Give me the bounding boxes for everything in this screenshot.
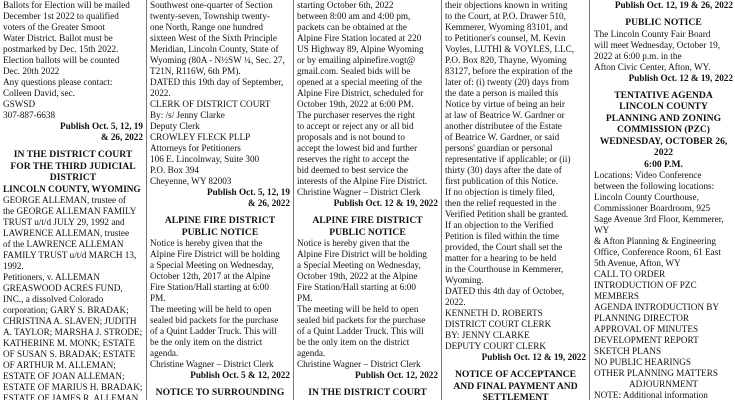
notice-text-line: ADJOURNMENT bbox=[629, 379, 698, 389]
notice-heading: PLANNING AND ZONING bbox=[605, 112, 722, 124]
publish-dates: Publish Oct. 12, 19 & 26, 2022 bbox=[614, 0, 733, 10]
column-3 bbox=[297, 0, 438, 400]
notice-heading: AND FINAL PAYMENT AND bbox=[453, 380, 578, 392]
notice-text-line: PLANNING DIRECTOR bbox=[594, 313, 690, 323]
column-divider bbox=[589, 0, 590, 400]
notice-text-line: DATED this 19th day of September, bbox=[150, 77, 284, 87]
notice-text-line: first publication of this Notice. bbox=[445, 176, 559, 186]
notice-text-line: gmail.com. Sealed bids will be bbox=[297, 66, 411, 76]
notice-text-line: CLERK OF DISTRICT COURT bbox=[150, 99, 271, 109]
column-4 bbox=[445, 0, 586, 400]
notice-text-line: Alpine Fire Station located at 220 bbox=[297, 33, 422, 43]
notice-heading: 6:00 P.M. bbox=[644, 158, 683, 170]
notice-text-line: then the relief requested in the bbox=[445, 198, 557, 208]
notice-text-line: representative if applicable; or (ii) bbox=[445, 154, 571, 164]
notice-text-line: of the LAWRENCE ALLEMAN bbox=[3, 238, 124, 249]
notice-text-line: T21N, R116W, 6th PM). bbox=[150, 66, 241, 76]
notice-text-line: 83127, before the expiration of the bbox=[445, 66, 573, 76]
notice-text-line: twenty-seven, Township twenty- bbox=[150, 11, 270, 21]
notice-text-line: Any questions please contact: bbox=[3, 77, 113, 87]
notice-text-line: US Highway 89, Alpine Wyoming bbox=[297, 44, 424, 54]
notice-text-line: accept the lowest bid and further bbox=[297, 143, 418, 153]
notice-text-line: DISTRICT COURT CLERK bbox=[445, 319, 552, 329]
notice-text-line: Petition is filed within the time bbox=[445, 231, 560, 241]
notice-text-line: GSWSD bbox=[3, 99, 36, 109]
notice-text-line: & Afton Planning & Engineering bbox=[594, 236, 716, 246]
notice-text-line: Petitioners, v. ALLEMAN bbox=[3, 271, 100, 282]
notice-heading: 2022 bbox=[653, 147, 674, 158]
notice-text-line: DEVELOPMENT REPORT bbox=[594, 335, 699, 345]
notice-heading: ALPINE FIRE DISTRICT bbox=[312, 215, 423, 226]
notice-heading: TENTATIVE AGENDA bbox=[614, 89, 713, 101]
notice-text-line: Commissioner Boardroom, 925 bbox=[594, 203, 711, 213]
notice-text-line: agenda. bbox=[297, 348, 326, 358]
notice-text-line: SKETCH PLANS bbox=[594, 346, 662, 356]
column-1 bbox=[3, 0, 143, 400]
notice-text-line: NOTE: Additional information bbox=[594, 390, 708, 400]
notice-text-line: Notice is hereby given that the bbox=[297, 238, 410, 248]
notice-text-line: sealed bid packets for the purchase bbox=[297, 315, 426, 325]
notice-text-line: the date a person is mailed this bbox=[445, 88, 559, 98]
notice-text-line: a Special Meeting on Wednesday, bbox=[150, 260, 274, 270]
notice-text-line: opened at a special meeting of the bbox=[297, 77, 423, 87]
notice-text-line: Fire Station/Hall starting at 6:00 bbox=[297, 282, 416, 292]
column-divider bbox=[441, 0, 442, 400]
notice-text-line: Fire Station/Hall starting at 6:00 bbox=[150, 282, 269, 292]
notice-text-line: OF ARTHUR M. ALLEMAN; bbox=[3, 359, 116, 370]
notice-text-line: to accept or reject any or all bid bbox=[297, 121, 414, 131]
notice-heading: FOR THE THIRD JUDICIAL bbox=[10, 160, 136, 172]
notice-text-line: Alpine Fire District, scheduled for bbox=[297, 88, 424, 98]
publish-dates: Publish Oct. 12 & 19, 2022 bbox=[481, 352, 586, 362]
notice-text-line: in the Courthouse in Kemmerer, bbox=[445, 264, 564, 274]
notice-text-line: CROWLEY FLECK PLLP bbox=[150, 132, 251, 142]
notice-text-line: PM. bbox=[297, 293, 313, 303]
notice-text-line: GEORGE ALLEMAN, trustee of bbox=[3, 194, 126, 205]
notice-text-line: MEMBERS bbox=[594, 291, 639, 301]
notice-text-line: Kemmerer, Wyoming 83101, and bbox=[445, 22, 568, 32]
publish-dates: Publish Oct. 5, 12, 19 bbox=[207, 187, 290, 197]
notice-text-line: bid deemed to best service the bbox=[297, 165, 408, 175]
publish-dates: & 26, 2022 bbox=[100, 132, 143, 142]
notice-text-line: proposals and is not bound to bbox=[297, 132, 405, 142]
notice-text-line: of a Quint Ladder Truck. This will bbox=[297, 326, 424, 336]
publish-dates: Publish Oct. 12 & 19, 2022 bbox=[333, 198, 438, 208]
notice-text-line: Deputy Clerk bbox=[150, 121, 200, 131]
notice-text-line: of a Quint Ladder Truck. This will bbox=[150, 326, 277, 336]
notice-text-line: DATED this 4th day of October, bbox=[445, 286, 565, 296]
column-divider bbox=[293, 0, 294, 400]
publish-dates: Publish Oct. 12, 2022 bbox=[355, 370, 438, 380]
notice-text-line: Alpine Fire District will be holding bbox=[297, 249, 427, 259]
publish-dates: Publish Oct. 12 & 19, 2022 bbox=[628, 72, 733, 83]
notice-heading: NOTICE TO SURROUNDING bbox=[155, 387, 285, 398]
notice-text-line: Dec. 20th 2022 bbox=[3, 66, 60, 76]
notice-text-line: corporation; GARY S. BRADAK; bbox=[3, 304, 129, 315]
column-5 bbox=[594, 0, 733, 400]
notice-text-line: Cheyenne, WY 82003 bbox=[150, 176, 232, 186]
notice-text-line: AGENDA INTRODUCTION BY bbox=[594, 302, 720, 312]
notice-text-line: Notice is hereby given that the bbox=[150, 238, 263, 248]
notice-text-line: later of: (i) twenty (20) days from bbox=[445, 77, 569, 87]
notice-text-line: LAWRENCE ALLEMAN, trustee bbox=[3, 227, 130, 238]
notice-text-line: NO PUBLIC HEARINGS bbox=[594, 357, 691, 367]
notice-text-line: another distributee of the Estate bbox=[445, 121, 562, 131]
notice-text-line: the GEORGE ALLEMAN FAMILY bbox=[3, 205, 137, 216]
notice-text-line: 2022. bbox=[150, 88, 171, 98]
notice-heading: PUBLIC NOTICE bbox=[625, 17, 702, 28]
notice-text-line: interests of the Alpine Fire District. bbox=[297, 176, 428, 186]
notice-heading: LINCOLN COUNTY bbox=[619, 101, 708, 112]
column-divider bbox=[146, 0, 147, 400]
notice-text-line: to Petitioner's counsel, M. Kevin bbox=[445, 33, 566, 43]
notice-text-line: voters of the Greater Smoot bbox=[3, 22, 106, 32]
publish-dates: Publish Oct. 5 & 12, 2022 bbox=[190, 370, 290, 380]
notice-heading: DISTRICT bbox=[49, 172, 97, 183]
notice-text-line: Voyles, LUTHI & VOYLES, LLC, bbox=[445, 44, 575, 54]
notice-text-line: KENNETH D. ROBERTS bbox=[445, 308, 543, 318]
notice-text-line: Southwest one-quarter of Section bbox=[150, 0, 273, 10]
notice-text-line: Wyoming. bbox=[445, 275, 484, 285]
notice-text-line: Notice by virtue of being an heir bbox=[445, 99, 565, 109]
notice-text-line: The purchaser reserves the right bbox=[297, 110, 415, 120]
notice-text-line: reserves the right to accept the bbox=[297, 154, 409, 164]
notice-text-line: Christine Wagner – District Clerk bbox=[297, 187, 421, 197]
notice-text-line: packets can be obtained at the bbox=[297, 22, 407, 32]
notice-text-line: or by emailing alpinefire.vogt@ bbox=[297, 55, 416, 65]
notice-text-line: P.O. Box 394 bbox=[150, 165, 200, 175]
column-2 bbox=[150, 0, 290, 400]
publish-dates: Publish Oct. 5, 12, 19 bbox=[60, 121, 143, 131]
notice-text-line: CALL TO ORDER bbox=[594, 269, 666, 279]
notice-text-line: between 8:00 am and 4:00 pm, bbox=[297, 11, 411, 21]
notice-text-line: sixteen West of the Sixth Principle bbox=[150, 33, 277, 43]
notice-text-line: Christine Wagner – District Clerk bbox=[150, 359, 274, 369]
notice-text-line: matter for a hearing to be held bbox=[445, 253, 557, 263]
notice-text-line: ESTATE OF JOAN ALLEMAN; bbox=[3, 370, 125, 381]
notice-text-line: Locations: Video Conference bbox=[594, 170, 702, 180]
notice-text-line: postmarked by Dec. 15th 2022. bbox=[3, 44, 119, 54]
notice-text-line: thirty (30) days after the date of bbox=[445, 165, 562, 175]
notice-text-line: be the only item on the district bbox=[297, 337, 410, 347]
notice-text-line: Water District. Ballot must be bbox=[3, 33, 113, 43]
notice-text-line: 2022 at 6:00 p.m. in the bbox=[594, 50, 682, 61]
notice-text-line: of Beatrice W. Gardner, or said bbox=[445, 132, 560, 142]
notice-text-line: December 1st 2022 to qualified bbox=[3, 11, 119, 21]
notice-text-line: INTRODUCTION OF PZC bbox=[594, 280, 697, 290]
notice-text-line bbox=[3, 184, 143, 195]
notice-text-line: Office, Conference Room, 61 East bbox=[594, 247, 721, 257]
notice-text-line: Ballots for Election will be mailed bbox=[3, 0, 130, 10]
notice-text-line: their objections known in writing bbox=[445, 0, 568, 10]
notice-text-line: Alpine Fire District will be holding bbox=[150, 249, 280, 259]
notice-text-line: sealed bid packets for the purchase bbox=[150, 315, 279, 325]
notice-heading: SETTLEMENT bbox=[482, 392, 549, 400]
notice-text-line: GREASWOOD ACRES FUND, bbox=[3, 282, 123, 293]
notice-text-line: a Special Meeting on Wednesday, bbox=[297, 260, 421, 270]
publish-dates: & 26, 2022 bbox=[247, 198, 290, 208]
notice-text-line: BY: JENNY CLARKE bbox=[445, 330, 530, 340]
notice-heading: PUBLIC NOTICE bbox=[329, 226, 406, 238]
notice-text-line: October 19th, 2022 at the Alpine bbox=[297, 271, 418, 281]
bold-caption: LINCOLN COUNTY, WYOMING bbox=[3, 183, 141, 194]
notice-text-line: The meeting will be held to open bbox=[297, 304, 419, 314]
notice-text-line: P.O. Box 820, Thayne, Wyoming bbox=[445, 55, 567, 65]
notice-text-line: By: /s/ Jenny Clarke bbox=[150, 110, 225, 120]
notice-heading: IN THE DISTRICT COURT bbox=[308, 387, 427, 398]
notice-text-line: Afton Civic Center, Afton, WY. bbox=[594, 61, 711, 72]
notice-text-line: CHRISTINA A. SLAVEN; JUDITH bbox=[3, 315, 137, 326]
notice-text-line: PM. bbox=[150, 293, 166, 303]
notice-text-line: Lincoln County Courthouse, bbox=[594, 192, 699, 202]
notice-text-line: ESTATE OF JAMES R. ALLEMAN bbox=[3, 392, 139, 400]
notice-text-line: INC., a dissolved Colorado bbox=[3, 293, 104, 304]
notice-text-line: A. TAYLOR; MARSHA J. STRODE; bbox=[3, 326, 143, 337]
notice-text-line: 1992. bbox=[3, 260, 24, 271]
notice-text-line: ESTATE OF MARIUS H. BRADAK; bbox=[3, 381, 143, 392]
notice-text-line: TRUST u/t/d JULY 29, 1992 and bbox=[3, 216, 125, 227]
notice-text-line: provided, the Court shall set the bbox=[445, 242, 563, 252]
notice-text-line: 5th Avenue, Afton, WY bbox=[594, 258, 681, 268]
notice-text-line: between the following locations: bbox=[594, 181, 715, 191]
notice-text-line: be the only item on the district bbox=[150, 337, 263, 347]
notice-text-line: Sage Avenue 3rd Floor, Kemmerer, bbox=[594, 214, 724, 224]
notice-text-line: FAMILY TRUST u/t/d MARCH 13, bbox=[3, 249, 137, 260]
notice-text-line: October 12th, 2017 at the Alpine bbox=[150, 271, 271, 281]
notice-text-line: Election ballots will be counted bbox=[3, 55, 120, 65]
notice-text-line: KATHERINE M. MONK; ESTATE bbox=[3, 337, 135, 348]
notice-text-line: Verified Petition shall be granted. bbox=[445, 209, 569, 219]
notice-heading: WEDNESDAY, OCTOBER 26, bbox=[599, 135, 728, 147]
notice-text-line: The Lincoln County Fair Board bbox=[594, 28, 711, 39]
notice-text-line: Wyoming (80A - N½SW ¼, Sec. 27, bbox=[150, 55, 285, 65]
notice-text-line: will meet Wednesday, October 19, bbox=[594, 39, 721, 50]
notice-text-line: Meridian, Lincoln County, State of bbox=[150, 44, 279, 54]
notice-text-line: starting October 6th, 2022 bbox=[297, 0, 394, 10]
notice-text-line: If an objection to the Verified bbox=[445, 220, 554, 230]
notice-text-line: Christine Wagner – District Clerk bbox=[297, 359, 421, 369]
notice-text-line: OF SUSAN S. BRADAK; ESTATE bbox=[3, 348, 136, 359]
notice-text-line: at law of Beatrice W. Gardner or bbox=[445, 110, 565, 120]
notice-heading: ALPINE FIRE DISTRICT bbox=[164, 215, 276, 226]
notice-text-line: agenda. bbox=[150, 348, 179, 358]
notice-heading: COMMISSION (PZC) bbox=[616, 124, 710, 135]
notice-heading: IN THE DISTRICT COURT bbox=[13, 149, 133, 160]
notice-text-line: one North, Range one hundred bbox=[150, 22, 264, 32]
notice-text-line: The meeting will be held to open bbox=[150, 304, 272, 314]
notice-text-line: WY bbox=[594, 225, 610, 235]
notice-heading: PUBLIC NOTICE bbox=[181, 226, 259, 238]
notice-text-line: APPROVAL OF MINUTES bbox=[594, 324, 699, 334]
notice-text-line: 106 E. Lincolnway, Suite 300 bbox=[150, 154, 260, 164]
notice-heading: NOTICE OF ACCEPTANCE bbox=[455, 369, 576, 380]
notice-text-line: Attorneys for Petitioners bbox=[150, 143, 241, 153]
notice-text-line: 2022. bbox=[445, 297, 466, 307]
notice-text-line: DEPUTY COURT CLERK bbox=[445, 341, 547, 351]
notice-text-line: to the Court, at P.O. Drawer 510, bbox=[445, 11, 566, 21]
notice-text-line: OTHER PLANNING MATTERS bbox=[594, 368, 719, 378]
notice-text-line: October 19th, 2022 at 6:00 PM. bbox=[297, 99, 414, 109]
notice-text-line: persons' guardian or personal bbox=[445, 143, 553, 153]
notice-text-line: 307-887-6638 bbox=[3, 110, 56, 120]
notice-text-line: If no objection is timely filed, bbox=[445, 187, 555, 197]
notice-text-line: Colleen David, sec. bbox=[3, 88, 75, 98]
